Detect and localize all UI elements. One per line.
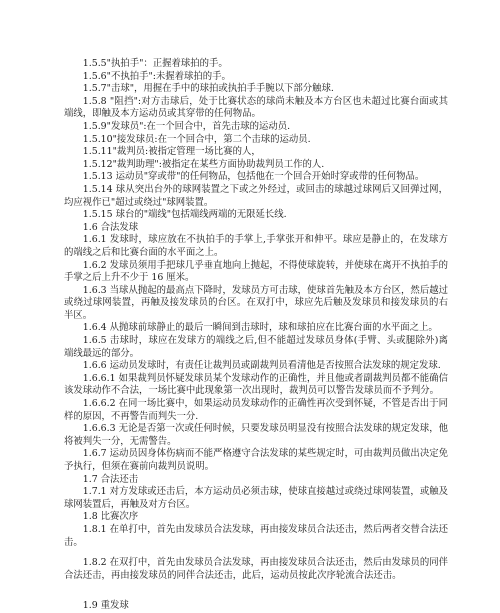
- document-paragraph: 1.5.15 球台的"端线"包括端线两端的无限延长线.: [82, 209, 287, 221]
- document-paragraph: 1.6.4 从抛球前球静止的最后一瞬间到击球时，球和球拍应在比赛台面的水平面之上。: [82, 322, 438, 334]
- document-paragraph: 1.6.6.2 在同一场比赛中，如果运动员发球动作的正确性再次受到怀疑，不管是否出于同样的原因，不再警告而判失一分.: [64, 398, 448, 422]
- document-paragraph: 1.6.6 运动员发球时，有责任让裁判员或副裁判员看清他是否按照合法发球的规定发球.: [82, 360, 441, 372]
- document-paragraph: 1.6.5 击球时，球应在发球方的端线之后,但不能超过发球员身体(手臂、头或腿除外)离端线最远的部分。: [64, 335, 448, 359]
- document-paragraph: 1.6.2 发球员须用手把球几乎垂直地向上抛起，不得使球旋转，并使球在离开不执拍手的手掌之后上升不少于 16 厘米。: [64, 259, 448, 284]
- document-paragraph: 1.5.5"执拍手"：正握着球拍的手。: [82, 58, 228, 69]
- document-paragraph: 1.8.2 在双打中，首先由发球员合法发球，再由接发球员合法还击，然后由发球员的同伴合法还击，再由接发球员的同伴合法还击，此后，运动员按此次序轮流合法还击。: [64, 557, 448, 581]
- document-paragraph: 1.9 重发球: [82, 600, 129, 612]
- document-paragraph: 1.5.8 "阻挡":对方击球后，处于比赛状态的球尚未触及本方台区也未超过比赛台面或其端线，即触及本方运动员或其穿带的任何物品。: [64, 95, 448, 120]
- document-paragraph: 1.5.7"击球"，用握在手中的球拍或执拍手手腕以下部分触球.: [82, 83, 334, 95]
- document-body: [64, 58, 448, 613]
- document-paragraph: 1.6.1 发球时，球应放在不执拍手的手掌上,手掌张开和伸平。球应是静止的，在发球方的端线之后和比赛台面的水平面之上。: [64, 234, 448, 258]
- document-paragraph: 1.5.10"接发球员:在一个回合中，第二个击球的运动员.: [82, 133, 311, 145]
- document-paragraph: 1.8.1 在单打中，首先由发球员合法发球，再由接发球员合法还击，然后两者交替合法还击。: [64, 523, 448, 548]
- document-paragraph: 1.6.3 当球从抛起的最高点下降时，发球员方可击球，使球首先触及本方台区，然后越过或绕过球网装置，再触及接发球员的台区。在双打中，球应先后触及发球员和接发球员的右半区。: [64, 284, 448, 321]
- document-paragraph: 1.7 合法还击: [82, 473, 139, 485]
- document-paragraph: 1.7.1 对方发球或还击后，本方运动员必须击球，使球直接越过或绕过球网装置，或触及球网装置后，再触及对方台区。: [64, 486, 448, 510]
- document-paragraph: 1.5.9"发球员":在一个回合中，首先击球的运动员.: [82, 120, 291, 132]
- document-paragraph: 1.8 比赛次序: [82, 511, 139, 523]
- document-paragraph: 1.6 合法发球: [82, 221, 139, 233]
- document-paragraph: 1.5.12"裁判助理":被指定在某些方面协助裁判员工作的人.: [82, 158, 325, 170]
- document-paragraph: 1.6.6.1 如果裁判员怀疑发球员某个发球动作的正确性，并且他或者副裁判员都不能确信该发球动作不合法，一场比赛中此现象第一次出现时，裁判员可以警告发球员而不予判分。: [64, 372, 448, 397]
- document-paragraph: 1.5.13 运动员"穿或带"的任何物品，包括他在一个回合开始时穿或带的任何物品。: [82, 171, 425, 183]
- document-paragraph: 1.5.6"不执拍手":未握着球拍的手。: [82, 70, 231, 82]
- document-paragraph: 1.6.6.3 无论是否第一次或任何时候，只要发球员明显没有按照合法发球的规定发球，他将被判失一分，无需警告。: [64, 423, 448, 447]
- document-paragraph: 1.6.7 运动员因身体伤病而不能严格遵守合法发球的某些规定时，可由裁判员做出决定免予执行，但须在赛前向裁判员说明。: [64, 448, 448, 472]
- document-paragraph: 1.5.11"裁判员:被指定管理一场比赛的人，: [82, 146, 261, 158]
- document-paragraph: 1.5.14 球从突出台外的球网装置之下或之外经过，或回击的球越过球网后又回弹过网，均应视作已"超过或绕过"球网装置。: [64, 183, 448, 208]
